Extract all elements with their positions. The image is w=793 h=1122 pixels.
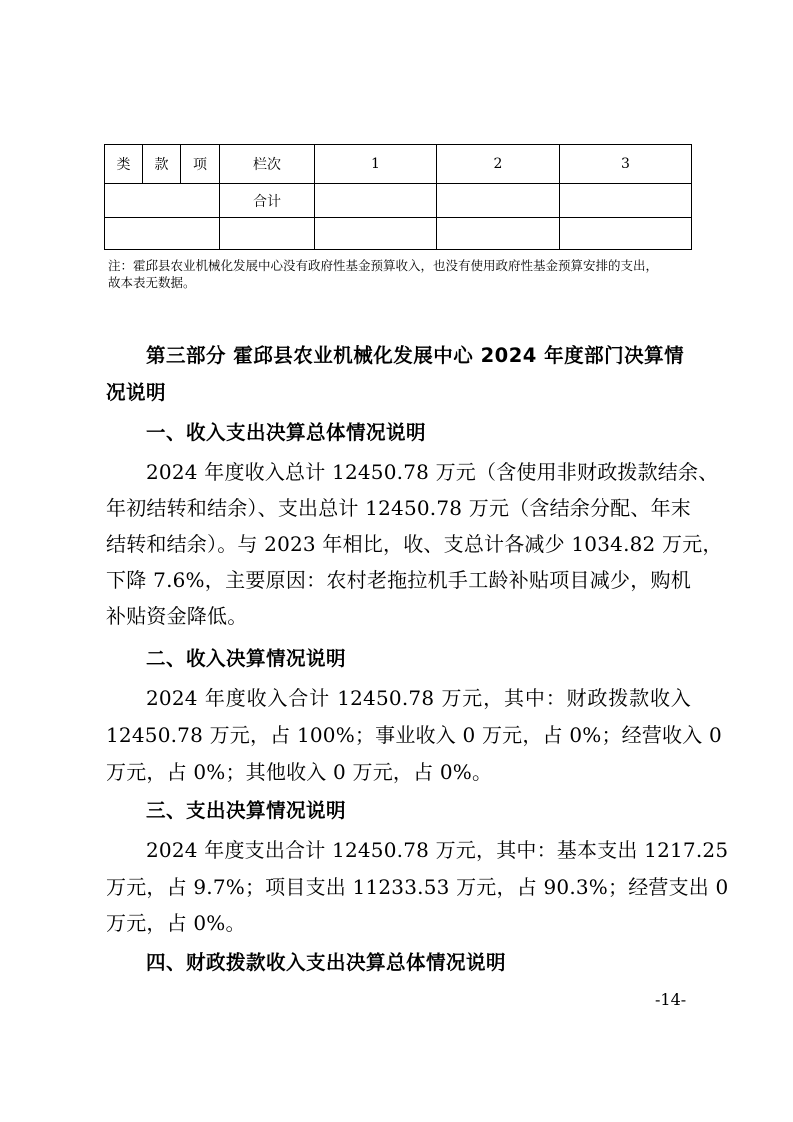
table-cell [560, 184, 692, 218]
section-1-line-3: 结转和结余）。与 2023 年相比，收、支总计各减少 1034.82 万元， [106, 532, 723, 556]
section-3-heading: 三、支出决算情况说明 [146, 799, 347, 822]
header-cell-col1: 1 [315, 145, 437, 184]
note-line-1: 注：霍邱县农业机械化发展中心没有政府性基金预算收入，也没有使用政府性基金预算安排的支出， [108, 258, 659, 273]
table-note [108, 257, 708, 291]
table-cell [315, 184, 437, 218]
section-1-line-2: 年初结转和结余）、支出总计 12450.78 万元（含结余分配、年末 [106, 496, 691, 520]
total-label-cell: 合计 [220, 184, 315, 218]
part3-title-line-2: 况说明 [106, 381, 167, 404]
section-1-line-4: 下降 7.6%，主要原因：农村老拖拉机手工龄补贴项目减少，购机 [106, 568, 691, 592]
page-number: -14- [655, 990, 687, 1009]
table-cell [105, 184, 220, 218]
fund-budget-table [104, 144, 692, 250]
header-cell-lei: 类 [105, 145, 143, 184]
table-cell [220, 218, 315, 250]
header-cell-lanci: 栏次 [220, 145, 315, 184]
table-cell [437, 218, 560, 250]
section-1-line-5: 补贴资金降低。 [106, 604, 248, 628]
note-line-2: 故本表无数据。 [108, 275, 196, 290]
section-2-line-1: 2024 年度收入合计 12450.78 万元，其中：财政拨款收入 [146, 686, 691, 710]
table-header-row [105, 145, 692, 184]
header-cell-xiang: 项 [181, 145, 220, 184]
section-3-line-2: 万元，占 9.7%；项目支出 11233.53 万元，占 90.3%；经营支出 0 [106, 875, 729, 899]
section-4-heading: 四、财政拨款收入支出决算总体情况说明 [146, 951, 507, 974]
table-cell [105, 218, 220, 250]
part3-title-line-1: 第三部分 霍邱县农业机械化发展中心 2024 年度部门决算情 [146, 344, 685, 367]
section-2-heading: 二、收入决算情况说明 [146, 647, 347, 670]
table-cell [437, 184, 560, 218]
header-cell-col3: 3 [560, 145, 692, 184]
section-2-line-2: 12450.78 万元，占 100%；事业收入 0 万元，占 0%；经营收入 0 [106, 723, 722, 747]
table-total-row [105, 184, 692, 218]
header-cell-kuan: 款 [143, 145, 181, 184]
section-3-line-1: 2024 年度支出合计 12450.78 万元，其中：基本支出 1217.25 [146, 838, 729, 862]
section-3-line-3: 万元，占 0%。 [106, 911, 246, 935]
table-empty-row [105, 218, 692, 250]
section-2-line-3: 万元，占 0%；其他收入 0 万元，占 0%。 [106, 760, 493, 784]
section-1-line-1: 2024 年度收入总计 12450.78 万元（含使用非财政拨款结余、 [146, 460, 719, 484]
table-cell [560, 218, 692, 250]
section-1-heading: 一、收入支出决算总体情况说明 [146, 421, 427, 444]
table-cell [315, 218, 437, 250]
header-cell-col2: 2 [437, 145, 560, 184]
